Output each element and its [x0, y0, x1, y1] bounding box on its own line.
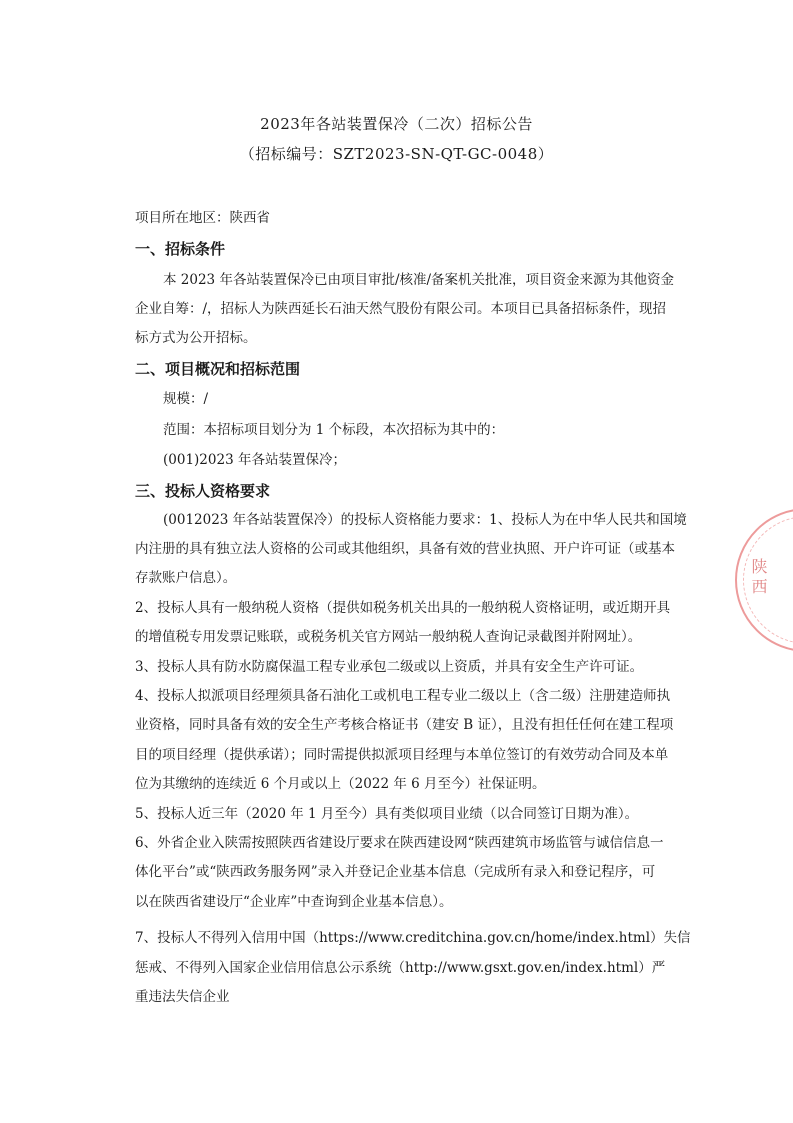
section-heading-1: 一、招标条件: [135, 240, 226, 258]
section3-line: (0012023 年各站装置保冷）的投标人资格能力要求：1、投标人为在中华人民共和国境: [163, 512, 687, 528]
section3-line: 目的项目经理（提供承诺）；同时需提供拟派项目经理与本单位签订的有效劳动合同及本单: [135, 747, 669, 763]
document-title: 2023年各站装置保冷（二次）招标公告: [260, 115, 533, 133]
section3-line: 6、外省企业入陕需按照陕西省建设厅要求在陕西建设网“陕西建筑市场监管与诚信信息一: [135, 835, 664, 851]
section3-line: 以在陕西省建设厅“企业库”中查询到企业基本信息）。: [135, 894, 453, 910]
section2-line: (001)2023 年各站装置保冷；: [163, 452, 346, 468]
section3-line: 惩戒、不得列入国家企业信用信息公示系统（http://www.gsxt.gov.en/index.html）严: [135, 960, 666, 976]
section-heading-3: 三、投标人资格要求: [135, 482, 271, 500]
section3-line: 5、投标人近三年（2020 年 1 月至今）具有类似项目业绩（以合同签订日期为准）。: [135, 806, 639, 822]
section1-line: 本 2023 年各站装置保冷已由项目审批/核准/备案机关批准，项目资金来源为其他资金: [163, 272, 675, 288]
tender-number: （招标编号：SZT2023-SN-QT-GC-0048）: [239, 145, 554, 163]
section3-line: 体化平台”或“陕西政务服务网”录入并登记企业基本信息（完成所有录入和登记程序，可: [135, 864, 656, 880]
section3-line: 业资格，同时具备有效的安全生产考核合格证书（建安 B 证），且没有担任任何在建工程项: [135, 717, 674, 733]
section1-line: 标方式为公开招标。: [135, 330, 257, 346]
section3-line: 存款账户信息）。: [135, 570, 237, 586]
section1-line: 企业自筹：/，招标人为陕西延长石油天然气股份有限公司。本项目已具备招标条件，现招: [135, 301, 667, 317]
seal-text: 陕西: [749, 558, 768, 598]
company-seal-stamp: [735, 508, 793, 652]
section2-line: 规模：/: [163, 391, 209, 407]
section3-line: 2、投标人具有一般纳税人资格（提供如税务机关出具的一般纳税人资格证明，或近期开具: [135, 600, 671, 616]
section3-line: 的增值税专用发票记账联，或税务机关官方网站一般纳税人查询记录截图并附网址）。: [135, 629, 642, 645]
project-region: 项目所在地区：陕西省: [135, 210, 270, 226]
section3-line: 3、投标人具有防水防腐保温工程专业承包二级或以上资质，并具有安全生产许可证。: [135, 659, 644, 675]
section3-line: 4、投标人拟派项目经理须具备石油化工或机电工程专业二级以上（含二级）注册建造师执: [135, 688, 671, 704]
section3-line: 内注册的具有独立法人资格的公司或其他组织，具备有效的营业执照、开户许可证（或基本: [135, 541, 675, 557]
section3-line: 7、投标人不得列入信用中国（https://www.creditchina.gov.cn/home/index.html）失信: [135, 930, 691, 946]
section-heading-2: 二、项目概况和招标范围: [135, 360, 301, 378]
section3-line: 位为其缴纳的连续近 6 个月或以上（2022 年 6 月至今）社保证明。: [135, 776, 546, 792]
section3-line: 重违法失信企业: [135, 989, 230, 1005]
section2-line: 范围：本招标项目划分为 1 个标段，本次招标为其中的：: [163, 422, 505, 438]
